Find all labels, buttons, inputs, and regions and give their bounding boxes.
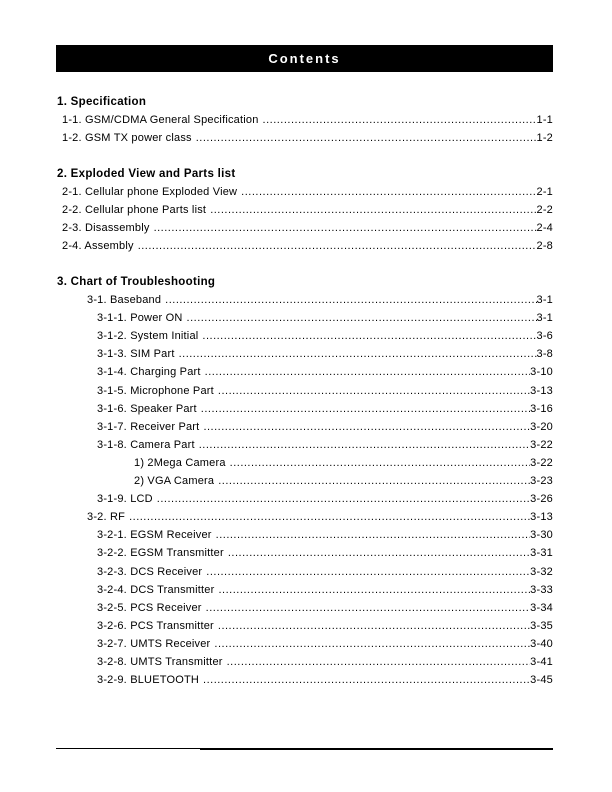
dot-leader	[230, 457, 531, 469]
dot-leader	[206, 566, 530, 578]
toc-entry-page: 3-40	[530, 637, 553, 650]
dot-leader	[179, 348, 537, 360]
dot-leader	[218, 475, 530, 487]
toc-entry-label: 2-1. Cellular phone Exploded View	[62, 186, 238, 198]
toc-entry[interactable]	[62, 114, 553, 126]
dot-leader	[202, 330, 536, 342]
toc-entry[interactable]	[87, 294, 553, 306]
toc-entry[interactable]	[62, 132, 553, 144]
toc-entry-page: 3-26	[530, 493, 553, 506]
dot-leader	[241, 186, 536, 198]
toc-entry-label: 3-2-3. DCS Receiver	[97, 565, 203, 578]
toc-entry-page: 3-1	[536, 294, 553, 306]
toc-entry-page: 3-30	[530, 529, 553, 542]
toc-entry[interactable]	[97, 312, 553, 324]
toc-entry-page: 3-32	[530, 565, 553, 578]
toc-entry-label: 3-2-4. DCS Transmitter	[97, 583, 215, 596]
toc-entry-label: 3-1. Baseband	[87, 294, 162, 306]
toc-entry-page: 3-22	[530, 456, 553, 469]
toc-entry[interactable]	[97, 330, 553, 342]
toc-entry[interactable]	[97, 529, 553, 541]
toc-entry-page: 3-20	[530, 420, 553, 433]
toc-entry[interactable]	[62, 186, 553, 198]
toc-entry-label: 2) VGA Camera	[134, 475, 215, 487]
toc-entry[interactable]	[97, 348, 553, 360]
section-heading: 3. Chart of Troubleshooting	[57, 276, 216, 288]
toc-entry-page: 3-8	[536, 348, 553, 361]
toc-entry-label: 3-1-7. Receiver Part	[97, 420, 200, 433]
toc-entry-page: 2-8	[536, 240, 553, 253]
toc-entry-label: 3-1-2. System Initial	[97, 330, 199, 343]
dot-leader	[214, 638, 530, 650]
dot-leader	[228, 547, 530, 559]
toc-entry[interactable]	[134, 457, 553, 469]
toc-entry-label: 3-1-4. Charging Part	[97, 366, 201, 379]
section-heading: 1. Specification	[57, 96, 147, 108]
toc-entry-page: 2-4	[536, 222, 553, 235]
dot-leader	[129, 511, 530, 523]
toc-entry-page: 3-16	[530, 402, 553, 415]
dot-leader	[201, 403, 530, 415]
footer-rule-thick	[200, 748, 553, 750]
dot-leader	[227, 656, 531, 668]
toc-entry-label: 3-2-9. BLUETOOTH	[97, 674, 200, 687]
toc-entry[interactable]	[97, 366, 553, 378]
dot-leader	[187, 312, 537, 324]
toc-entry-page: 2-2	[536, 204, 553, 217]
toc-entry-page: 3-13	[530, 384, 553, 397]
toc-entry-label: 3-2-6. PCS Transmitter	[97, 619, 214, 632]
toc-entry-page: 2-1	[536, 186, 553, 198]
toc-entry[interactable]	[62, 204, 553, 216]
toc-entry-label: 1-2. GSM TX power class	[62, 132, 192, 145]
toc-entry-page: 3-23	[530, 475, 553, 487]
dot-leader	[206, 602, 531, 614]
toc-entry[interactable]	[97, 385, 553, 397]
toc-entry[interactable]	[87, 511, 553, 523]
toc-entry-label: 3-1-6. Speaker Part	[97, 402, 197, 415]
dot-leader	[218, 385, 530, 397]
toc-entry[interactable]	[97, 566, 553, 578]
toc-entry-label: 3-1-3. SIM Part	[97, 348, 175, 361]
toc-entry-label: 3-1-8. Camera Part	[97, 438, 195, 451]
dot-leader	[210, 204, 536, 216]
toc-entry-label: 2-4. Assembly	[62, 240, 134, 253]
toc-entry-page: 3-31	[530, 547, 553, 560]
dot-leader	[199, 439, 530, 451]
toc-entry-label: 3-1-9. LCD	[97, 493, 153, 506]
toc-entry-label: 3-2-1. EGSM Receiver	[97, 529, 212, 542]
dot-leader	[205, 366, 531, 378]
toc-entry-page: 1-1	[536, 114, 553, 126]
toc-entry[interactable]	[97, 602, 553, 614]
toc-entry-page: 3-34	[530, 601, 553, 614]
toc-entry-page: 3-35	[530, 619, 553, 632]
toc-entry-page: 3-22	[530, 438, 553, 451]
toc-entry[interactable]	[97, 656, 553, 668]
toc-entry-page: 3-45	[530, 674, 553, 687]
dot-leader	[157, 493, 530, 505]
dot-leader	[165, 294, 536, 306]
toc-entry[interactable]	[97, 421, 553, 433]
toc-entry-page: 3-1	[536, 312, 553, 325]
toc-entry-label: 1) 2Mega Camera	[134, 456, 226, 469]
toc-entry[interactable]	[97, 547, 553, 559]
toc-entry-label: 3-2-2. EGSM Transmitter	[97, 547, 224, 560]
dot-leader	[218, 584, 530, 596]
toc-entry-label: 2-3. Disassembly	[62, 222, 150, 235]
toc-entry-page: 1-2	[536, 132, 553, 145]
toc-entry[interactable]	[134, 475, 553, 487]
toc-entry[interactable]	[62, 222, 553, 234]
toc-entry-label: 3-2-7. UMTS Receiver	[97, 637, 211, 650]
toc-entry[interactable]	[97, 439, 553, 451]
section-heading: 2. Exploded View and Parts list	[57, 168, 236, 180]
toc-entry-page: 3-10	[530, 366, 553, 379]
toc-entry[interactable]	[97, 674, 553, 686]
toc-entry-page: 3-41	[530, 656, 553, 668]
toc-entry-page: 3-13	[530, 511, 553, 524]
dot-leader	[263, 114, 537, 126]
dot-leader	[218, 620, 530, 632]
toc-entry[interactable]	[97, 638, 553, 650]
dot-leader	[196, 132, 537, 144]
dot-leader	[138, 240, 537, 252]
contents-banner: Contents	[56, 45, 553, 72]
toc-entry-label: 3-2. RF	[87, 511, 126, 524]
dot-leader	[203, 421, 530, 433]
toc-entry-label: 3-1-5. Microphone Part	[97, 384, 214, 397]
toc-entry-page: 3-33	[530, 583, 553, 596]
toc-entry[interactable]	[97, 403, 553, 415]
toc-entry-label: 3-2-5. PCS Receiver	[97, 601, 202, 614]
dot-leader	[154, 222, 537, 234]
toc-entry-label: 3-1-1. Power ON	[97, 312, 183, 325]
toc-entry[interactable]	[97, 584, 553, 596]
dot-leader	[203, 674, 530, 686]
toc-entry[interactable]	[97, 493, 553, 505]
toc-entry-label: 2-2. Cellular phone Parts list	[62, 204, 207, 217]
toc-entry-page: 3-6	[536, 330, 553, 343]
toc-entry[interactable]	[62, 240, 553, 252]
toc-entry-label: 3-2-8. UMTS Transmitter	[97, 656, 223, 668]
toc-entry-label: 1-1. GSM/CDMA General Specification	[62, 114, 259, 126]
toc-entry[interactable]	[97, 620, 553, 632]
dot-leader	[216, 529, 531, 541]
